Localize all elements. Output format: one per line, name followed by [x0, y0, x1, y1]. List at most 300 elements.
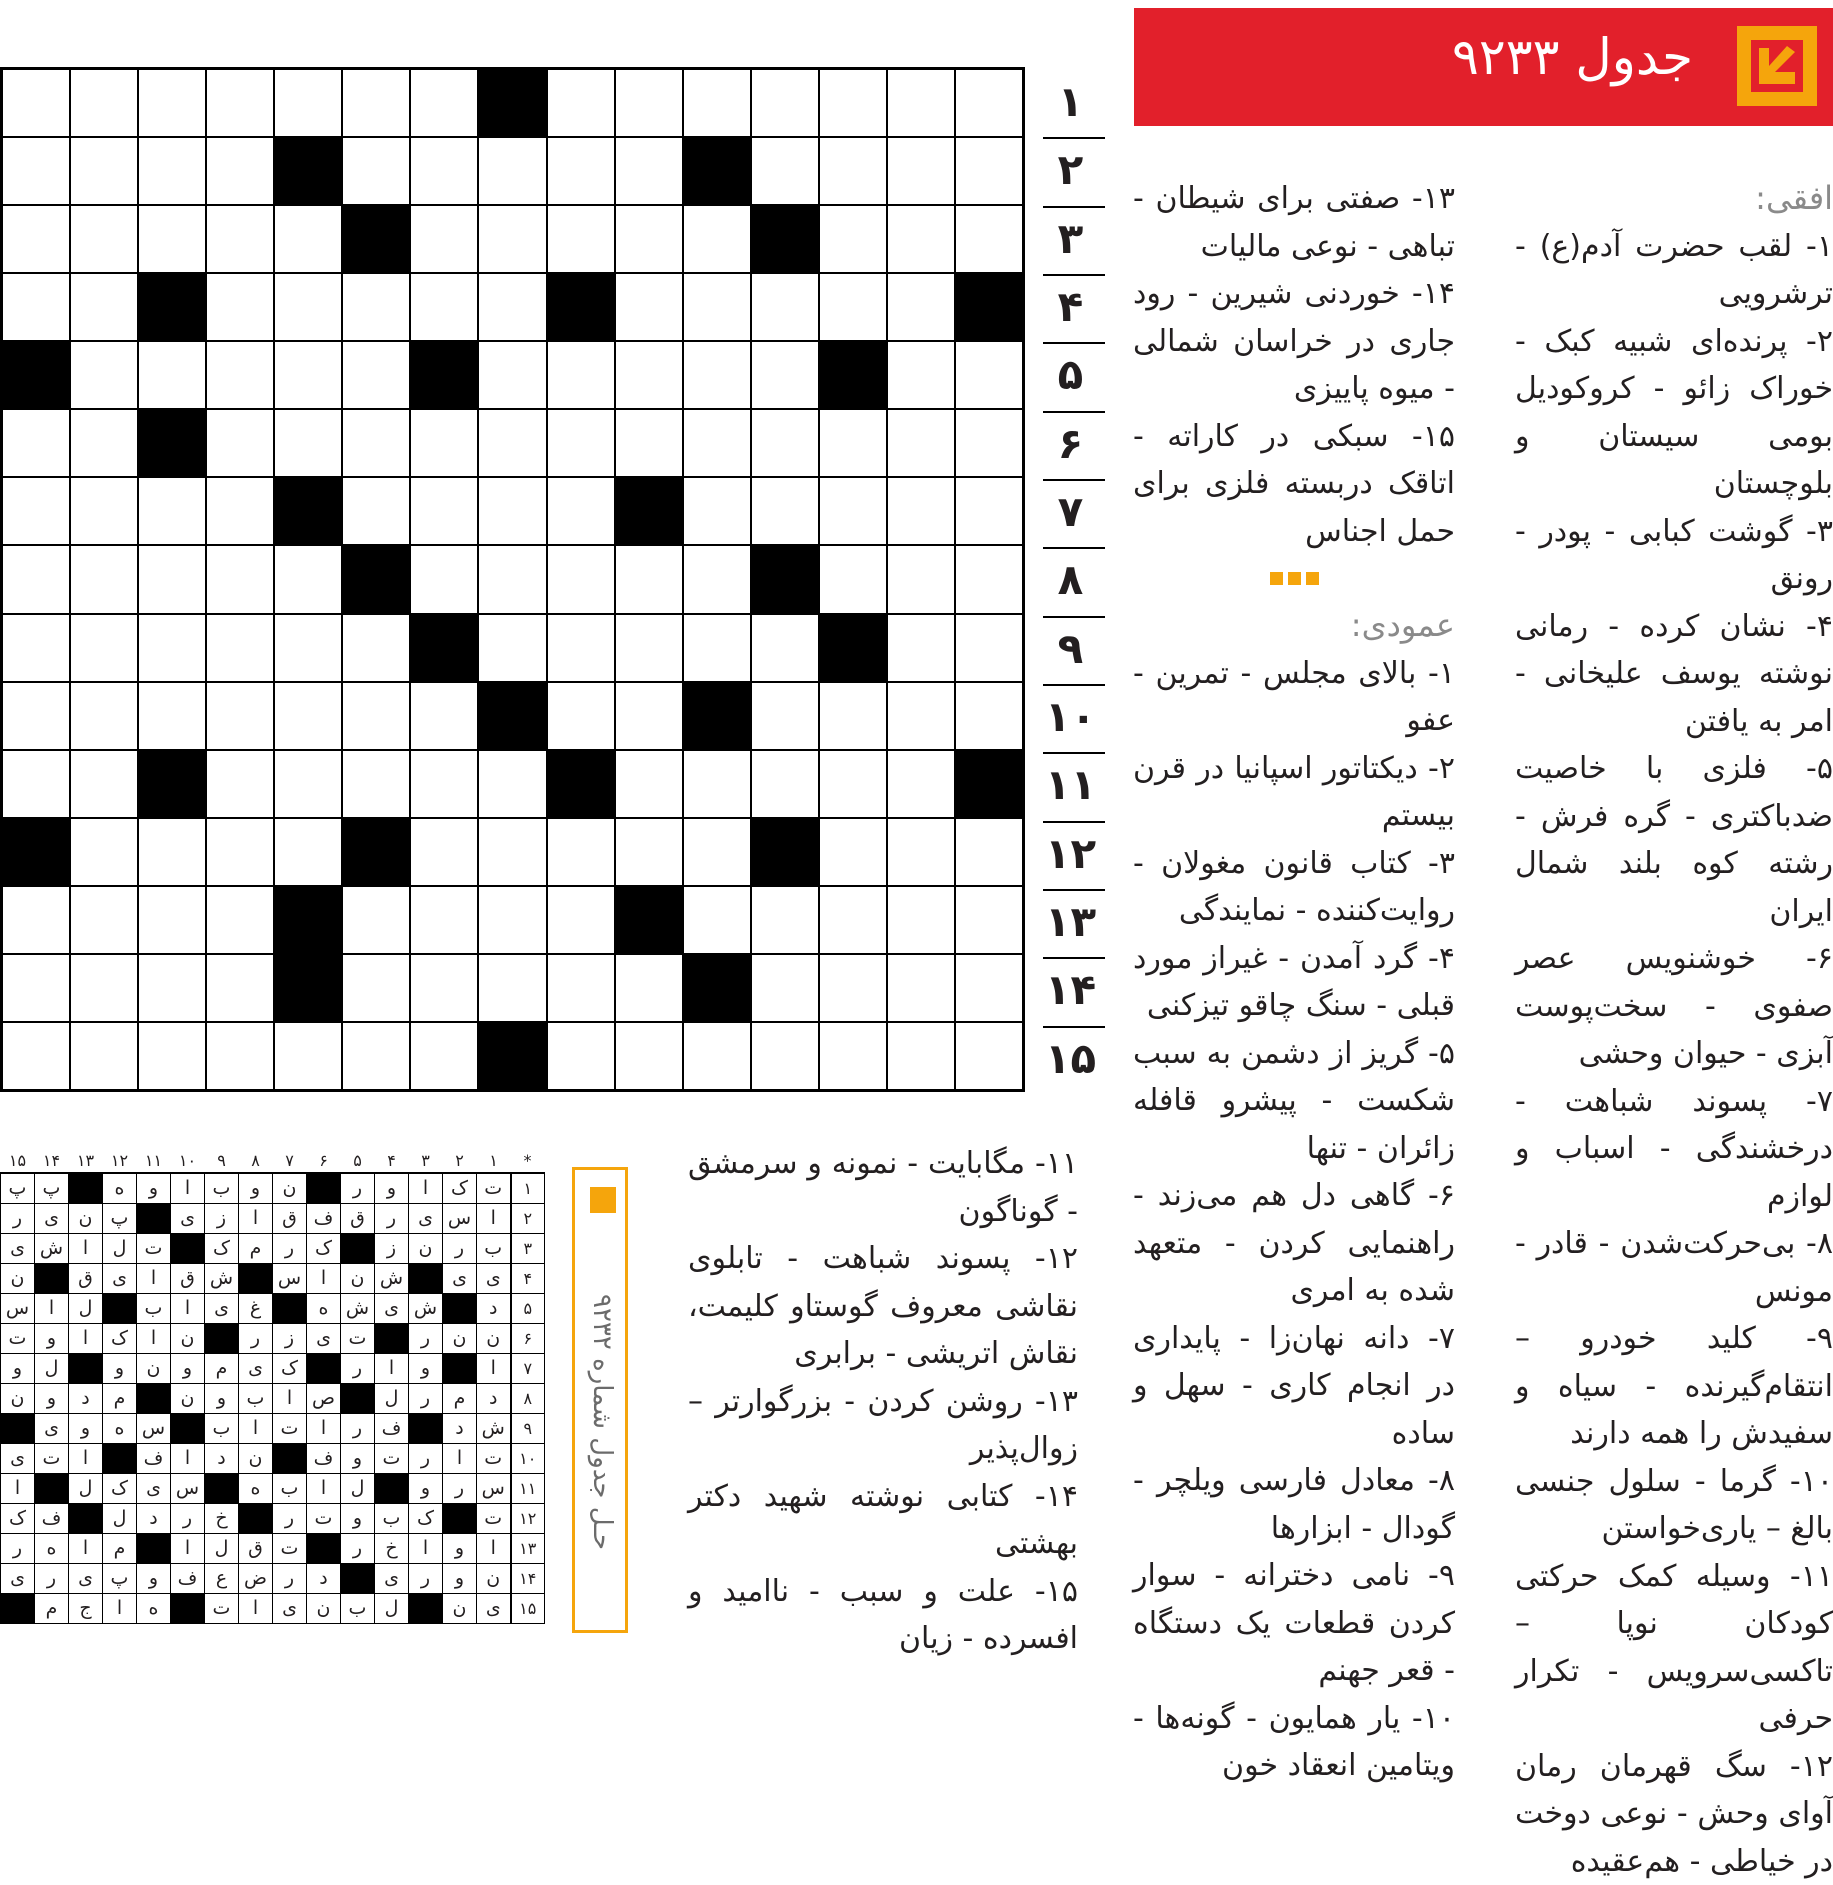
row-number: ۱: [1033, 75, 1108, 133]
grid-cell[interactable]: [410, 477, 478, 545]
grid-cell[interactable]: [70, 886, 138, 954]
solution-cell: ی: [205, 1294, 239, 1324]
solution-cell: و: [137, 1564, 171, 1594]
solution-cell: ب: [477, 1234, 511, 1264]
solution-black-cell: [239, 1504, 273, 1534]
solution-cell: ا: [137, 1264, 171, 1294]
solution-cell: و: [443, 1534, 477, 1564]
solution-col-number: ۱۱: [137, 1150, 171, 1173]
grid-cell[interactable]: [274, 750, 342, 818]
clue-v2: ۲- دیکتاتور اسپانیا در قرن بیستم: [1133, 745, 1455, 840]
section-divider: [1133, 555, 1455, 602]
solution-cell: غ: [239, 1294, 273, 1324]
grid-cell[interactable]: [615, 614, 683, 682]
grid-cell[interactable]: [683, 341, 751, 409]
grid-cell[interactable]: [138, 341, 206, 409]
grid-cell[interactable]: [887, 205, 955, 273]
solution-cell: ر: [1, 1534, 35, 1564]
solution-black-cell: [239, 1264, 273, 1294]
grid-cell[interactable]: [887, 750, 955, 818]
grid-cell[interactable]: [478, 954, 546, 1022]
clue-h7: ۷- پسوند شباهت - درخشندگی - اسباب و لوازم: [1515, 1078, 1833, 1221]
grid-cell[interactable]: [819, 1022, 887, 1090]
solution-cell: ب: [205, 1173, 239, 1204]
grid-cell[interactable]: [274, 545, 342, 613]
grid-cell[interactable]: [955, 1022, 1023, 1090]
grid-cell[interactable]: [342, 137, 410, 205]
grid-cell[interactable]: [274, 1022, 342, 1090]
grid-cell[interactable]: [887, 1022, 955, 1090]
grid-cell[interactable]: [138, 818, 206, 886]
solution-black-cell: [409, 1264, 443, 1294]
grid-cell[interactable]: [547, 341, 615, 409]
solution-col-number: ۶: [307, 1150, 341, 1173]
solution-cell: س: [443, 1204, 477, 1234]
black-cell: [683, 954, 751, 1022]
solution-cell: ن: [273, 1173, 307, 1204]
grid-cell[interactable]: [410, 69, 478, 137]
solution-cell: و: [341, 1504, 375, 1534]
grid-cell[interactable]: [2, 477, 70, 545]
row-number: ۱۵: [1033, 1032, 1108, 1090]
solution-black-cell: [273, 1444, 307, 1474]
grid-cell[interactable]: [887, 409, 955, 477]
solution-cell: ر: [341, 1534, 375, 1564]
solution-cell: ر: [341, 1414, 375, 1444]
grid-cell[interactable]: [138, 205, 206, 273]
grid-cell[interactable]: [819, 545, 887, 613]
grid-cell[interactable]: [206, 409, 274, 477]
grid-cell[interactable]: [70, 409, 138, 477]
grid-cell[interactable]: [887, 614, 955, 682]
solution-black-cell: [307, 1173, 341, 1204]
grid-cell[interactable]: [683, 750, 751, 818]
grid-cell[interactable]: [615, 545, 683, 613]
grid-cell[interactable]: [206, 750, 274, 818]
clue-h9: ۹- کلید خودرو – انتقام‌گیرنده - سیاه و سفیدش را همه دارند: [1515, 1315, 1833, 1458]
grid-cell[interactable]: [887, 886, 955, 954]
grid-cell[interactable]: [819, 69, 887, 137]
horizontal-clues: [1515, 175, 1833, 1885]
grid-cell[interactable]: [342, 69, 410, 137]
row-number: ۸: [1033, 553, 1108, 611]
solution-cell: پ: [35, 1173, 69, 1204]
solution-cell: ا: [477, 1354, 511, 1384]
grid-cell[interactable]: [955, 341, 1023, 409]
grid-cell[interactable]: [955, 409, 1023, 477]
solution-row-number: ۱۰: [511, 1444, 545, 1474]
grid-cell[interactable]: [70, 545, 138, 613]
grid-cell[interactable]: [615, 137, 683, 205]
grid-cell[interactable]: [342, 1022, 410, 1090]
grid-cell[interactable]: [410, 886, 478, 954]
solution-cell: ل: [69, 1294, 103, 1324]
grid-cell[interactable]: [274, 273, 342, 341]
grid-cell[interactable]: [615, 273, 683, 341]
grid-cell[interactable]: [683, 477, 751, 545]
grid-cell[interactable]: [615, 1022, 683, 1090]
grid-cell[interactable]: [274, 818, 342, 886]
grid-cell[interactable]: [206, 205, 274, 273]
solution-cell: ر: [443, 1474, 477, 1504]
grid-cell[interactable]: [70, 205, 138, 273]
grid-cell[interactable]: [547, 614, 615, 682]
grid-cell[interactable]: [2, 273, 70, 341]
grid-cell[interactable]: [615, 69, 683, 137]
grid-cell[interactable]: [206, 341, 274, 409]
grid-cell[interactable]: [819, 818, 887, 886]
grid-cell[interactable]: [751, 273, 819, 341]
solution-cell: و: [239, 1173, 273, 1204]
grid-cell[interactable]: [547, 205, 615, 273]
grid-cell[interactable]: [410, 1022, 478, 1090]
black-cell: [955, 273, 1023, 341]
grid-cell[interactable]: [2, 750, 70, 818]
solution-cell: ا: [35, 1294, 69, 1324]
grid-cell[interactable]: [206, 545, 274, 613]
grid-cell[interactable]: [547, 409, 615, 477]
solution-row-number: ۴: [511, 1264, 545, 1294]
grid-cell[interactable]: [2, 205, 70, 273]
grid-cell[interactable]: [955, 682, 1023, 750]
solution-cell: ن: [307, 1594, 341, 1624]
solution-black-cell: [443, 1354, 477, 1384]
grid-cell[interactable]: [274, 614, 342, 682]
grid-cell[interactable]: [410, 273, 478, 341]
logo-icon: [590, 1187, 616, 1213]
grid-cell[interactable]: [955, 205, 1023, 273]
black-cell: [478, 1022, 546, 1090]
solution-cell: ا: [307, 1414, 341, 1444]
grid-cell[interactable]: [751, 886, 819, 954]
grid-cell[interactable]: [2, 545, 70, 613]
grid-cell[interactable]: [547, 886, 615, 954]
grid-cell[interactable]: [615, 205, 683, 273]
grid-cell[interactable]: [751, 477, 819, 545]
grid-cell[interactable]: [819, 750, 887, 818]
solution-cell: ا: [273, 1384, 307, 1414]
solution-cell: ا: [69, 1234, 103, 1264]
solution-cell: د: [69, 1384, 103, 1414]
grid-cell[interactable]: [819, 682, 887, 750]
grid-cell[interactable]: [410, 545, 478, 613]
solution-cell: ف: [307, 1204, 341, 1234]
grid-cell[interactable]: [138, 477, 206, 545]
grid-cell[interactable]: [478, 614, 546, 682]
grid-cell[interactable]: [751, 137, 819, 205]
clue-h12: ۱۲- سگ قهرمان رمان آوای وحش - نوعی دوخت در خیاطی - هم‌عقیده: [1515, 1743, 1833, 1885]
grid-cell[interactable]: [274, 409, 342, 477]
solution-cell: و: [35, 1384, 69, 1414]
solution-cell: ا: [477, 1534, 511, 1564]
grid-cell[interactable]: [274, 69, 342, 137]
grid-cell[interactable]: [138, 886, 206, 954]
grid-cell[interactable]: [70, 954, 138, 1022]
grid-cell[interactable]: [955, 614, 1023, 682]
grid-cell[interactable]: [138, 69, 206, 137]
grid-cell[interactable]: [819, 273, 887, 341]
grid-cell[interactable]: [683, 205, 751, 273]
grid-cell[interactable]: [478, 273, 546, 341]
grid-cell[interactable]: [410, 750, 478, 818]
grid-cell[interactable]: [2, 682, 70, 750]
grid-cell[interactable]: [206, 137, 274, 205]
grid-cell[interactable]: [206, 818, 274, 886]
grid-cell[interactable]: [342, 409, 410, 477]
grid-cell[interactable]: [274, 682, 342, 750]
solution-cell: ی: [1, 1564, 35, 1594]
grid-cell[interactable]: [547, 682, 615, 750]
grid-cell[interactable]: [342, 682, 410, 750]
grid-cell[interactable]: [683, 273, 751, 341]
solution-cell: ک: [409, 1504, 443, 1534]
grid-cell[interactable]: [138, 682, 206, 750]
grid-cell[interactable]: [206, 69, 274, 137]
grid-cell[interactable]: [819, 954, 887, 1022]
grid-cell[interactable]: [138, 614, 206, 682]
grid-cell[interactable]: [2, 886, 70, 954]
grid-cell[interactable]: [955, 954, 1023, 1022]
solution-cell: پ: [103, 1564, 137, 1594]
black-cell: [274, 477, 342, 545]
solution-cell: د: [477, 1294, 511, 1324]
solution-col-number: ۱۵: [1, 1150, 35, 1173]
grid-cell[interactable]: [478, 750, 546, 818]
grid-cell[interactable]: [274, 341, 342, 409]
clues-column-2: [1133, 175, 1455, 1790]
grid-cell[interactable]: [547, 1022, 615, 1090]
grid-cell[interactable]: [887, 954, 955, 1022]
grid-cell[interactable]: [70, 614, 138, 682]
solution-cell: ه: [35, 1534, 69, 1564]
solution-black-cell: [69, 1504, 103, 1534]
solution-cell: ا: [239, 1204, 273, 1234]
solution-cell: ک: [205, 1234, 239, 1264]
grid-cell[interactable]: [410, 409, 478, 477]
page-title: جدول ۹۲۳۳: [1452, 28, 1693, 86]
grid-cell[interactable]: [206, 477, 274, 545]
solution-cell: ق: [69, 1264, 103, 1294]
solution-cell: ی: [443, 1264, 477, 1294]
grid-cell[interactable]: [70, 750, 138, 818]
solution-black-cell: [171, 1414, 205, 1444]
grid-cell[interactable]: [751, 614, 819, 682]
grid-cell[interactable]: [70, 273, 138, 341]
grid-cell[interactable]: [70, 137, 138, 205]
grid-cell[interactable]: [955, 137, 1023, 205]
grid-cell[interactable]: [955, 477, 1023, 545]
grid-cell[interactable]: [342, 273, 410, 341]
clue-h5: ۵- فلزی با خاصیت ضدباکتری - گره فرش - رشته کوه بلند شمال ایران: [1515, 745, 1833, 935]
grid-cell[interactable]: [410, 205, 478, 273]
black-cell: [615, 886, 683, 954]
solution-row-number: ۲: [511, 1204, 545, 1234]
grid-cell[interactable]: [819, 205, 887, 273]
solution-cell: ن: [341, 1264, 375, 1294]
grid-cell[interactable]: [138, 137, 206, 205]
grid-cell[interactable]: [615, 954, 683, 1022]
grid-cell[interactable]: [955, 545, 1023, 613]
black-cell: [342, 205, 410, 273]
grid-cell[interactable]: [70, 69, 138, 137]
grid-cell[interactable]: [683, 69, 751, 137]
solution-cell: م: [35, 1594, 69, 1624]
grid-cell[interactable]: [751, 69, 819, 137]
grid-cell[interactable]: [615, 409, 683, 477]
grid-cell[interactable]: [70, 818, 138, 886]
grid-cell[interactable]: [547, 954, 615, 1022]
grid-cell[interactable]: [478, 137, 546, 205]
row-divider: [1043, 137, 1105, 139]
grid-cell[interactable]: [683, 886, 751, 954]
solution-black-cell: [171, 1234, 205, 1264]
header-bar: [1134, 8, 1833, 126]
grid-cell[interactable]: [2, 614, 70, 682]
grid-cell[interactable]: [547, 818, 615, 886]
grid-cell[interactable]: [819, 409, 887, 477]
grid-cell[interactable]: [751, 341, 819, 409]
grid-cell[interactable]: [955, 818, 1023, 886]
grid-cell[interactable]: [410, 818, 478, 886]
grid-cell[interactable]: [70, 341, 138, 409]
grid-cell[interactable]: [70, 477, 138, 545]
grid-cell[interactable]: [342, 341, 410, 409]
row-number: ۴: [1033, 280, 1108, 338]
solution-cell: ی: [1, 1234, 35, 1264]
grid-cell[interactable]: [478, 341, 546, 409]
solution-cell: و: [137, 1173, 171, 1204]
grid-cell[interactable]: [342, 477, 410, 545]
solution-cell: ش: [375, 1264, 409, 1294]
black-cell: [274, 886, 342, 954]
grid-cell[interactable]: [887, 273, 955, 341]
grid-cell[interactable]: [478, 886, 546, 954]
solution-black-cell: [409, 1594, 443, 1624]
grid-cell[interactable]: [274, 205, 342, 273]
grid-cell[interactable]: [478, 818, 546, 886]
solution-cell: ش: [409, 1294, 443, 1324]
grid-cell[interactable]: [138, 954, 206, 1022]
grid-cell[interactable]: [819, 886, 887, 954]
grid-cell[interactable]: [2, 1022, 70, 1090]
solution-black-cell: [375, 1474, 409, 1504]
grid-cell[interactable]: [2, 69, 70, 137]
grid-cell[interactable]: [615, 818, 683, 886]
grid-cell[interactable]: [683, 1022, 751, 1090]
grid-cell[interactable]: [751, 954, 819, 1022]
grid-cell[interactable]: [547, 477, 615, 545]
grid-cell[interactable]: [751, 1022, 819, 1090]
solution-cell: ق: [273, 1204, 307, 1234]
logo-icon: [1737, 26, 1817, 106]
grid-cell[interactable]: [478, 477, 546, 545]
grid-cell[interactable]: [206, 954, 274, 1022]
solution-cell: ا: [375, 1354, 409, 1384]
solution-row-number: ۹: [511, 1414, 545, 1444]
black-cell: [410, 614, 478, 682]
grid-cell[interactable]: [70, 682, 138, 750]
grid-cell[interactable]: [955, 886, 1023, 954]
solution-row-number: ۱۲: [511, 1504, 545, 1534]
grid-cell[interactable]: [615, 682, 683, 750]
grid-cell[interactable]: [887, 818, 955, 886]
grid-cell[interactable]: [206, 614, 274, 682]
grid-cell[interactable]: [887, 137, 955, 205]
grid-cell[interactable]: [206, 682, 274, 750]
grid-cell[interactable]: [547, 69, 615, 137]
solution-cell: ی: [103, 1264, 137, 1294]
grid-cell[interactable]: [751, 750, 819, 818]
grid-cell[interactable]: [410, 954, 478, 1022]
grid-cell[interactable]: [751, 409, 819, 477]
grid-cell[interactable]: [138, 545, 206, 613]
solution-cell: ن: [443, 1324, 477, 1354]
grid-cell[interactable]: [2, 137, 70, 205]
grid-cell[interactable]: [955, 69, 1023, 137]
grid-cell[interactable]: [887, 477, 955, 545]
row-number: ۱۲: [1033, 827, 1108, 885]
solution-cell: ک: [103, 1324, 137, 1354]
grid-cell[interactable]: [887, 341, 955, 409]
solution-cell: ل: [375, 1594, 409, 1624]
grid-cell[interactable]: [342, 954, 410, 1022]
solution-cell: ر: [443, 1234, 477, 1264]
solution-cell: د: [477, 1384, 511, 1414]
grid-cell[interactable]: [478, 545, 546, 613]
grid-cell[interactable]: [819, 137, 887, 205]
grid-cell[interactable]: [410, 682, 478, 750]
grid-cell[interactable]: [410, 137, 478, 205]
grid-cell[interactable]: [887, 545, 955, 613]
grid-cell[interactable]: [70, 1022, 138, 1090]
grid-cell[interactable]: [819, 477, 887, 545]
grid-cell[interactable]: [206, 1022, 274, 1090]
grid-cell[interactable]: [342, 750, 410, 818]
grid-cell[interactable]: [615, 750, 683, 818]
grid-cell[interactable]: [547, 545, 615, 613]
grid-cell[interactable]: [547, 137, 615, 205]
grid-cell[interactable]: [2, 954, 70, 1022]
grid-cell[interactable]: [887, 682, 955, 750]
grid-cell[interactable]: [2, 409, 70, 477]
grid-cell[interactable]: [206, 886, 274, 954]
black-cell: [478, 69, 546, 137]
grid-cell[interactable]: [683, 409, 751, 477]
grid-cell[interactable]: [478, 409, 546, 477]
grid-cell[interactable]: [342, 614, 410, 682]
solution-cell: ت: [273, 1534, 307, 1564]
grid-cell[interactable]: [683, 614, 751, 682]
clue-h2: ۲- پرنده‌ای شبیه کبک - خوراک زائو - کروکودیل بومی سیستان و بلوچستان: [1515, 318, 1833, 508]
solution-cell: ل: [205, 1534, 239, 1564]
solution-row-number: ۶: [511, 1324, 545, 1354]
solution-cell: ک: [273, 1354, 307, 1384]
grid-cell[interactable]: [683, 545, 751, 613]
grid-cell[interactable]: [206, 273, 274, 341]
grid-cell[interactable]: [887, 69, 955, 137]
grid-cell[interactable]: [683, 818, 751, 886]
clue-v12: ۱۲- پسوند شباهت - تابلوی نقاشی معروف گوستاو کلیمت، نقاش اتریشی - برابری: [688, 1235, 1078, 1378]
row-divider: [1043, 274, 1105, 276]
grid-cell[interactable]: [342, 886, 410, 954]
row-number: ۱۴: [1033, 963, 1108, 1021]
grid-cell[interactable]: [478, 205, 546, 273]
grid-cell[interactable]: [138, 1022, 206, 1090]
grid-cell[interactable]: [615, 341, 683, 409]
solution-cell: ت: [477, 1504, 511, 1534]
solution-cell: ل: [103, 1504, 137, 1534]
grid-cell[interactable]: [751, 682, 819, 750]
